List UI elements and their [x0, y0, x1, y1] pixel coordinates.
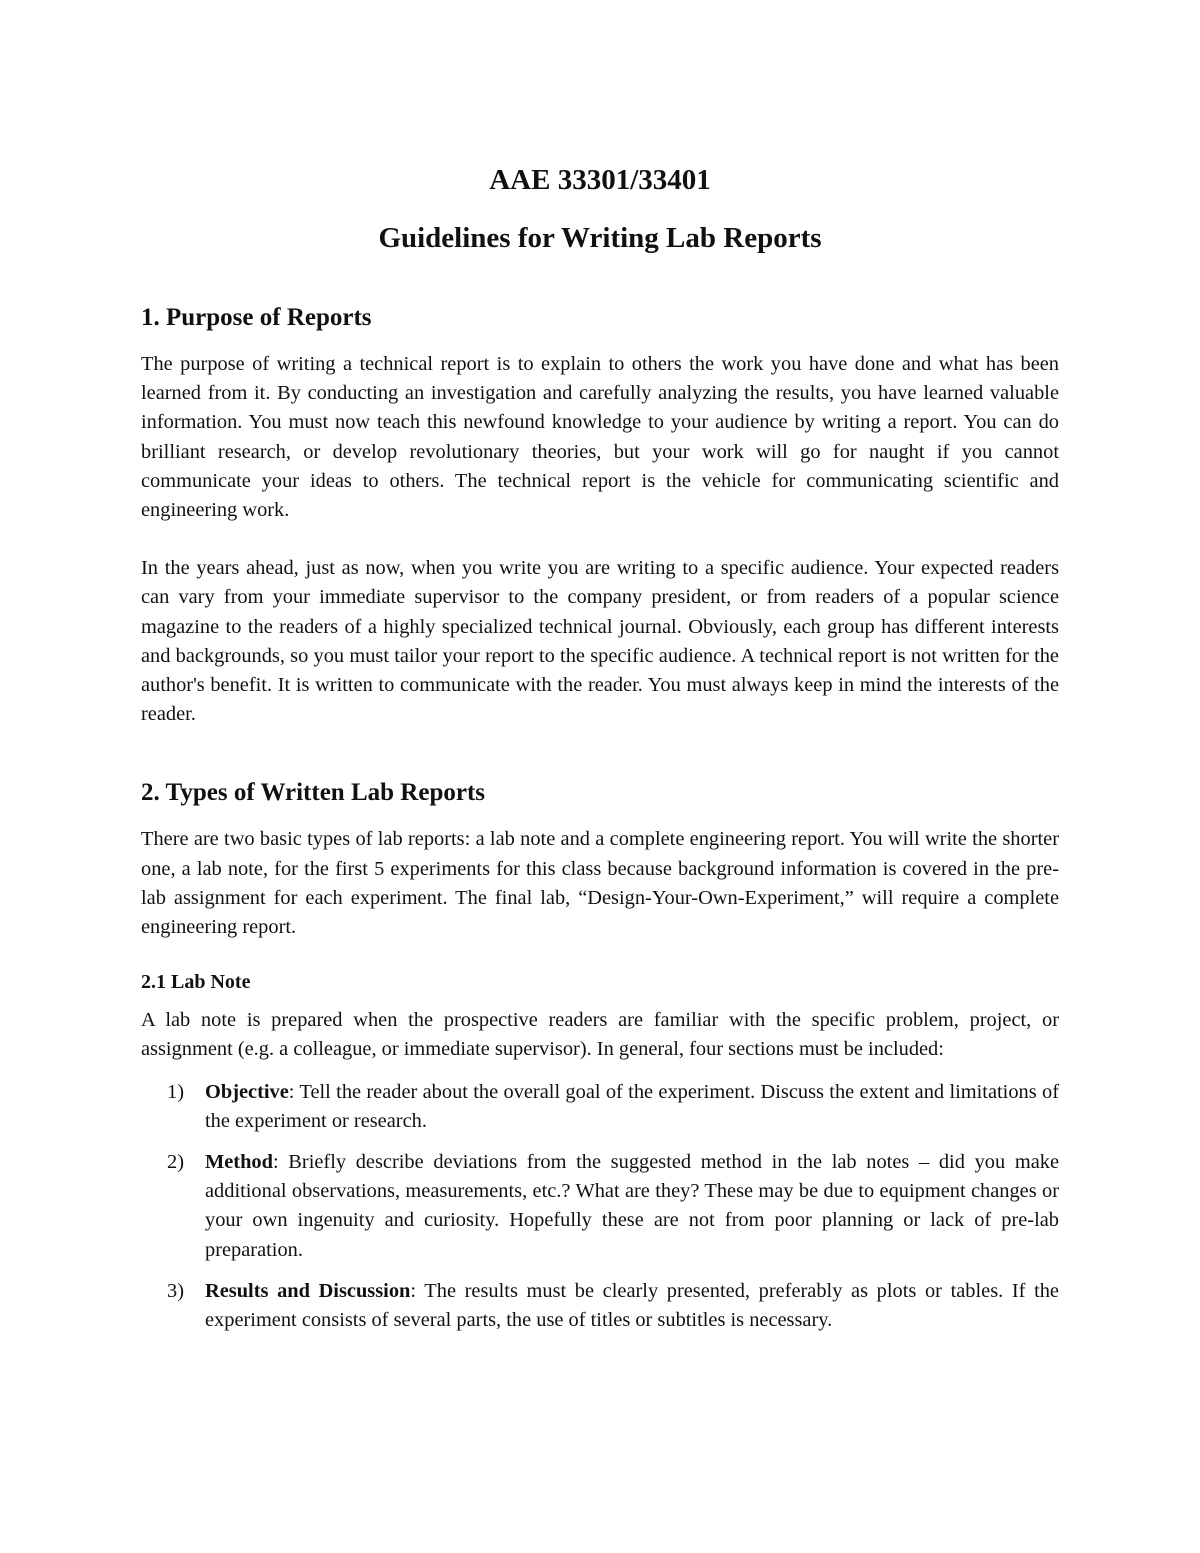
list-item	[141, 1277, 1059, 1335]
paragraph-spacer	[141, 525, 1059, 554]
list-item-term: Method	[205, 1151, 273, 1174]
section-1-paragraph-2: In the years ahead, just as now, when you write you are writing to a specific audience. Your expected readers can vary from your immediate supervisor to the company president, or from readers of a popular science magazine to the readers of a highly specialized technical journal. Obviously, each group has different interests and backgrounds, so you must tailor your report to the specific audience. A technical report is not written for the author's benefit. It is written to communicate with the reader. You must always keep in mind the interests of the reader.	[141, 557, 1059, 726]
list-item-text: : Briefly describe deviations from the suggested method in the lab notes – did you make additional observations, measurements, etc.? What are they? These may be due to equipment changes or your own ingenuity and curiosity. Hopefully these are not from poor planning or lack of pre-lab preparation.	[205, 1151, 1059, 1261]
subsection-2-1-heading: 2.1 Lab Note	[141, 971, 251, 994]
list-item-text: : Tell the reader about the overall goal of the experiment. Discuss the extent and limitations of the experiment or research.	[205, 1080, 1059, 1132]
course-code: AAE 33301/33401	[489, 164, 711, 196]
section-1-heading: 1. Purpose of Reports	[141, 304, 372, 331]
list-item-number: 2)	[167, 1151, 184, 1174]
section-2-paragraph-1: There are two basic types of lab reports: a lab note and a complete engineering report. You will write the shorter one, a lab note, for the first 5 experiments for this class because background information is covered in the pre-lab assignment for each experiment. The final lab, “Design-Your-Own-Experiment,” will require a complete engineering report.	[141, 828, 1059, 939]
list-item-number: 1)	[167, 1080, 184, 1103]
list-item	[141, 1078, 1059, 1136]
list-item-term: Objective	[205, 1080, 289, 1103]
section-1-paragraph-1: The purpose of writing a technical report is to explain to others the work you have done and what has been learned from it. By conducting an investigation and carefully analyzing the results, you have learned valuable information. You must now teach this newfound knowledge to your audience by writing a report. You can do brilliant research, or develop revolutionary theories, but your work will go for naught if you cannot communicate your ideas to others. The technical report is the vehicle for communicating scientific and engineering work.	[141, 353, 1059, 522]
document-title: Guidelines for Writing Lab Reports	[378, 222, 822, 254]
section-spacer	[141, 729, 1059, 777]
section-2-heading: 2. Types of Written Lab Reports	[141, 779, 485, 807]
subsection-2-1-paragraph: A lab note is prepared when the prospective readers are familiar with the specific problem, project, or assignment (e.g. a colleague, or immediate supervisor). In general, four sections must be included:	[141, 1009, 1059, 1061]
lab-note-sections-list	[141, 1078, 1059, 1336]
list-item-text: : The results must be clearly presented, preferably as plots or tables. If the experiment consists of several parts, the use of titles or subtitles is necessary.	[205, 1279, 1059, 1332]
list-item-term: Results and Discussion	[205, 1279, 411, 1302]
document-page	[141, 162, 1059, 1347]
subsection-spacer	[141, 942, 1059, 968]
list-item	[141, 1148, 1059, 1265]
list-item-number: 3)	[167, 1279, 184, 1302]
